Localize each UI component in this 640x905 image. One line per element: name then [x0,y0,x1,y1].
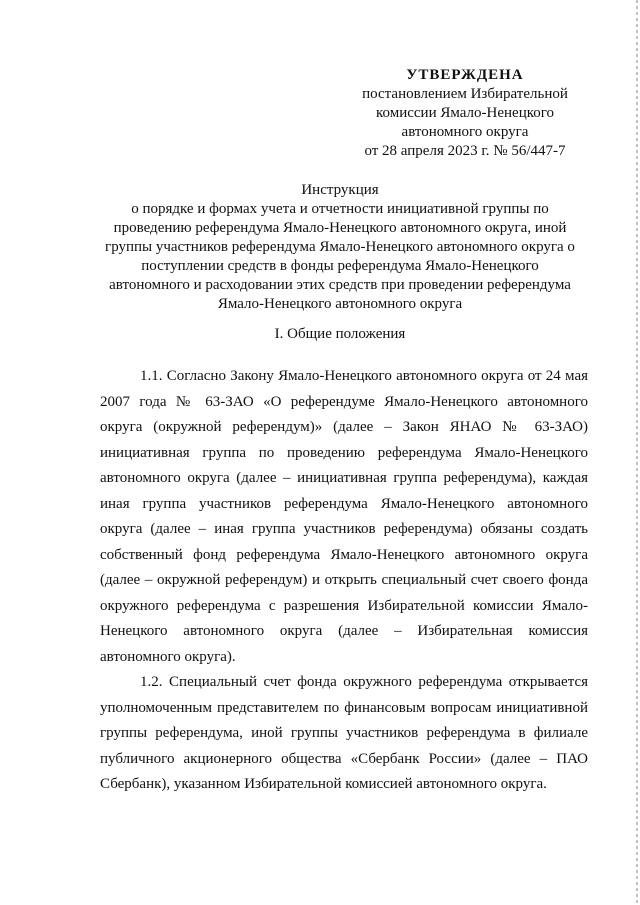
approval-line-3: автономного округа [401,124,529,140]
document-title: Инструкция [301,182,379,198]
paragraph-1-2: 1.2. Специальный счет фонда окружного референдума открывается уполномоченным представителем по финансовым вопросам инициативной группы референдума, иной группы участников референдума в филиале публичного акционерного общества «Сбербанк России» (далее – ПАО Сбербанк), указанном Избирательной комиссией автономного округа. [100,674,588,792]
approval-block [340,66,590,161]
approval-line-1: постановлением Избирательной [362,86,568,102]
document-subtitle: о порядке и формах учета и отчетности инициативной группы по проведению референдума Ямало-Ненецкого автономного округа, иной группы участников референдума Ямало-Ненецкого автономного округа о поступлении средств в фонды референдума Ямало-Ненецкого автономного и расходовании этих средств при проведении референдума Ямало-Ненецкого автономного округа [105,201,575,312]
approval-line-2: комиссии Ямало-Ненецкого [375,105,555,121]
document-body [100,364,588,798]
approval-title: УТВЕРЖДЕНА [406,67,524,83]
paragraph-1-1: 1.1. Согласно Закону Ямало-Ненецкого автономного округа от 24 мая 2007 года № 63-ЗАО «О референдуме Ямало-Ненецкого автономного округа (окружной референдум)» (далее – Закон ЯНАО № 63-ЗАО) инициативная группа по проведению референдума Ямало-Ненецкого автономного округа (далее – инициативная группа референдума), каждая иная группа участников референдума Ямало-Ненецкого автономного округа (далее – иная группа участников референдума) обязаны создать собственный фонд референдума Ямало-Ненецкого автономного округа (далее – окружной референдум) и открыть специальный счет своего фонда окружного референдума с разрешения Избирательной комиссии Ямало-Ненецкого автономного округа (далее – Избирательная комиссия автономного округа). [100,368,588,665]
section-heading: I. Общие положения [274,326,406,342]
scan-edge [636,0,638,905]
approval-line-4: от 28 апреля 2023 г. № 56/447-7 [364,143,566,159]
document-title-block [100,181,580,314]
